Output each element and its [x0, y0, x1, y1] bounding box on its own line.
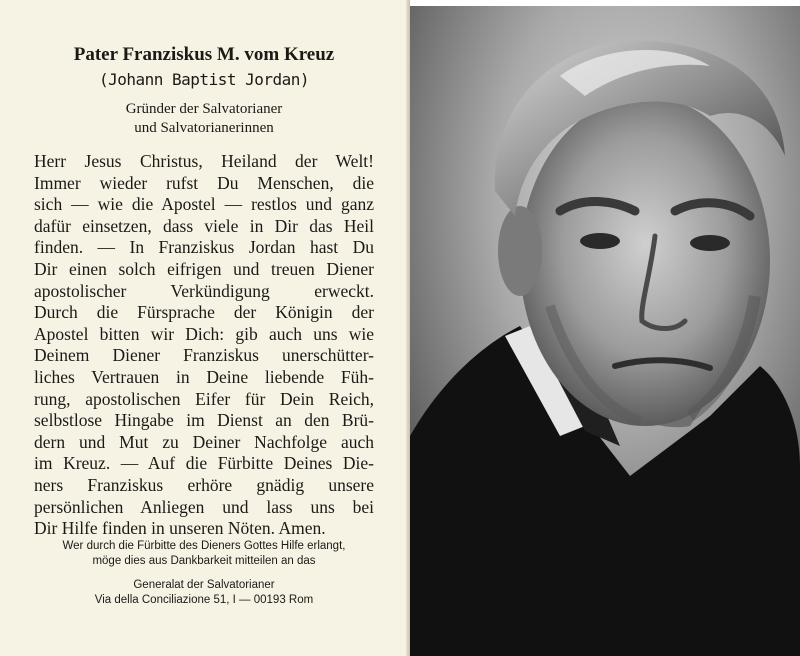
- founder-text: [0, 100, 408, 138]
- portrait-photo: [410, 6, 800, 656]
- prayer-line: Apostel bitten wir Dich: gib auch uns wie: [34, 323, 374, 344]
- card-subtitle: (Johann Baptist Jordan): [98, 70, 310, 89]
- portrait-illustration: [410, 6, 800, 656]
- prayer-line: sich — wie die Apostel — restlos und ganz: [34, 194, 374, 215]
- prayer-text: [34, 151, 374, 540]
- prayer-line: persönlichen Anliegen und lass uns bei: [34, 496, 374, 517]
- prayer-line: liches Vertrauen in Deine liebende Füh-: [34, 366, 374, 387]
- prayer-line: ners Franziskus erhöre gnädig unsere: [34, 474, 374, 495]
- prayer-line: Herr Jesus Christus, Heiland der Welt!: [34, 151, 374, 171]
- prayer-line: apostolischer Verkündigung erweckt.: [34, 280, 374, 301]
- prayer-line: rung, apostolischen Eifer für Dein Reich,: [34, 388, 374, 409]
- address-block: [0, 578, 408, 608]
- prayer-line: selbstlose Hingabe im Dienst an den Brü-: [34, 410, 374, 431]
- address-line: Via della Conciliazione 51, I — 00193 Rom: [94, 594, 314, 606]
- note-line: Wer durch die Fürbitte des Dieners Gottes Hilfe erlangt,: [62, 540, 346, 552]
- prayer-line: Immer wieder rufst Du Menschen, die: [34, 172, 374, 193]
- prayer-line: finden. — In Franziskus Jordan hast Du: [34, 237, 374, 258]
- prayer-line: dern und Mut zu Deiner Nachfolge auch: [34, 431, 374, 452]
- note-line: möge dies aus Dankbarkeit mitteilen an das: [92, 555, 316, 567]
- prayer-line: Dir Hilfe finden in unseren Nöten. Amen.: [34, 518, 326, 539]
- card-title: Pater Franziskus M. vom Kreuz: [73, 44, 335, 65]
- founder-line: und Salvatorianerinnen: [134, 120, 274, 136]
- prayer-line: Deinem Diener Franziskus unerschütter-: [34, 345, 374, 366]
- thanks-note: [0, 539, 408, 569]
- prayer-line: im Kreuz. — Auf die Fürbitte Deines Die-: [34, 453, 374, 474]
- prayer-line: dafür einsetzen, dass viele in Dir das Heil: [34, 215, 374, 236]
- address-line: Generalat der Salvatorianer: [133, 579, 275, 591]
- prayer-line: Dir einen solch eifrigen und treuen Diener: [34, 258, 374, 279]
- founder-line: Gründer der Salvatorianer: [125, 101, 283, 117]
- prayer-line: Durch die Fürsprache der Königin der: [34, 302, 374, 323]
